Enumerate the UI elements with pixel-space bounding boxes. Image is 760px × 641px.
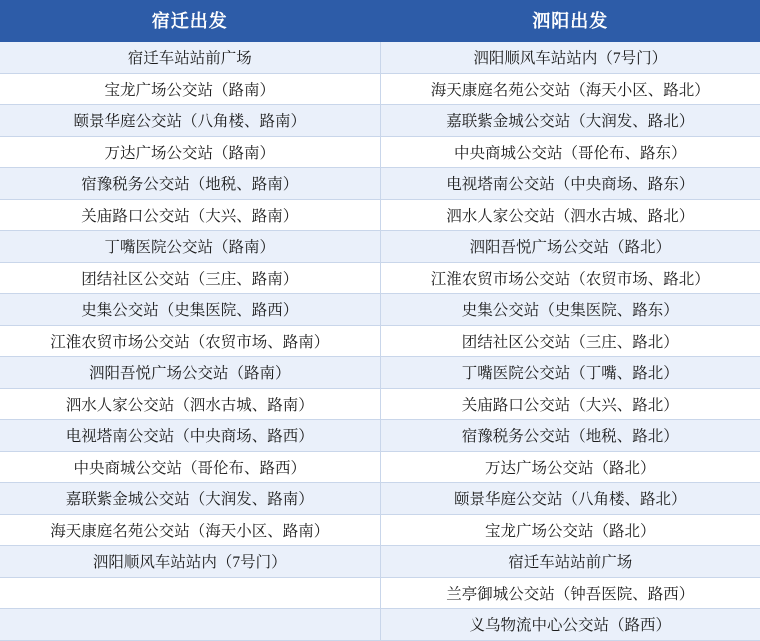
table-body: [0, 42, 760, 640]
stop-cell-suqian: 泗阳顺风车站站内（7号门）: [0, 546, 380, 578]
stop-cell-siyang: 颐景华庭公交站（八角楼、路北）: [380, 483, 760, 515]
column-header-departure-siyang: 泗阳出发: [380, 0, 760, 42]
stop-cell-siyang: 团结社区公交站（三庄、路北）: [380, 325, 760, 357]
table-row: [0, 325, 760, 357]
stop-cell-siyang: 泗水人家公交站（泗水古城、路北）: [380, 199, 760, 231]
stop-cell-suqian: [0, 609, 380, 641]
stop-cell-suqian: 万达广场公交站（路南）: [0, 136, 380, 168]
table-row: [0, 231, 760, 263]
table-row: [0, 546, 760, 578]
table-row: [0, 73, 760, 105]
stop-cell-suqian: 丁嘴医院公交站（路南）: [0, 231, 380, 263]
table-row: [0, 357, 760, 389]
stop-cell-suqian: 中央商城公交站（哥伦布、路西）: [0, 451, 380, 483]
stop-cell-suqian: 嘉联紫金城公交站（大润发、路南）: [0, 483, 380, 515]
table-row: [0, 420, 760, 452]
stop-cell-suqian: 宝龙广场公交站（路南）: [0, 73, 380, 105]
table-row: [0, 42, 760, 73]
stop-cell-siyang: 关庙路口公交站（大兴、路北）: [380, 388, 760, 420]
stop-cell-suqian: [0, 577, 380, 609]
table-row: [0, 609, 760, 641]
stop-cell-siyang: 海天康庭名苑公交站（海天小区、路北）: [380, 73, 760, 105]
stop-cell-siyang: 江淮农贸市场公交站（农贸市场、路北）: [380, 262, 760, 294]
stop-cell-suqian: 团结社区公交站（三庄、路南）: [0, 262, 380, 294]
table-row: [0, 483, 760, 515]
table-row: [0, 388, 760, 420]
table-row: [0, 136, 760, 168]
stop-cell-suqian: 宿迁车站站前广场: [0, 42, 380, 73]
stop-cell-siyang: 嘉联紫金城公交站（大润发、路北）: [380, 105, 760, 137]
stop-cell-siyang: 宿豫税务公交站（地税、路北）: [380, 420, 760, 452]
stop-cell-siyang: 电视塔南公交站（中央商场、路东）: [380, 168, 760, 200]
stop-cell-siyang: 史集公交站（史集医院、路东）: [380, 294, 760, 326]
stop-cell-siyang: 泗阳顺风车站站内（7号门）: [380, 42, 760, 73]
table-row: [0, 105, 760, 137]
stop-cell-siyang: 宝龙广场公交站（路北）: [380, 514, 760, 546]
stop-cell-suqian: 史集公交站（史集医院、路西）: [0, 294, 380, 326]
table-header-row: [0, 0, 760, 42]
stop-cell-suqian: 泗阳吾悦广场公交站（路南）: [0, 357, 380, 389]
stop-cell-siyang: 中央商城公交站（哥伦布、路东）: [380, 136, 760, 168]
stop-cell-siyang: 宿迁车站站前广场: [380, 546, 760, 578]
stop-cell-suqian: 泗水人家公交站（泗水古城、路南）: [0, 388, 380, 420]
table-row: [0, 577, 760, 609]
stop-cell-suqian: 宿豫税务公交站（地税、路南）: [0, 168, 380, 200]
table-row: [0, 199, 760, 231]
column-header-departure-suqian: 宿迁出发: [0, 0, 380, 42]
stop-cell-suqian: 关庙路口公交站（大兴、路南）: [0, 199, 380, 231]
stop-cell-siyang: 兰亭御城公交站（钟吾医院、路西）: [380, 577, 760, 609]
stop-cell-suqian: 颐景华庭公交站（八角楼、路南）: [0, 105, 380, 137]
table-row: [0, 294, 760, 326]
stop-cell-siyang: 泗阳吾悦广场公交站（路北）: [380, 231, 760, 263]
stop-cell-suqian: 电视塔南公交站（中央商场、路西）: [0, 420, 380, 452]
stop-cell-siyang: 万达广场公交站（路北）: [380, 451, 760, 483]
table-row: [0, 262, 760, 294]
stop-cell-siyang: 义乌物流中心公交站（路西）: [380, 609, 760, 641]
stop-cell-siyang: 丁嘴医院公交站（丁嘴、路北）: [380, 357, 760, 389]
stop-cell-suqian: 海天康庭名苑公交站（海天小区、路南）: [0, 514, 380, 546]
table-row: [0, 168, 760, 200]
stop-cell-suqian: 江淮农贸市场公交站（农贸市场、路南）: [0, 325, 380, 357]
table-row: [0, 514, 760, 546]
table-row: [0, 451, 760, 483]
table-header: [0, 0, 760, 42]
